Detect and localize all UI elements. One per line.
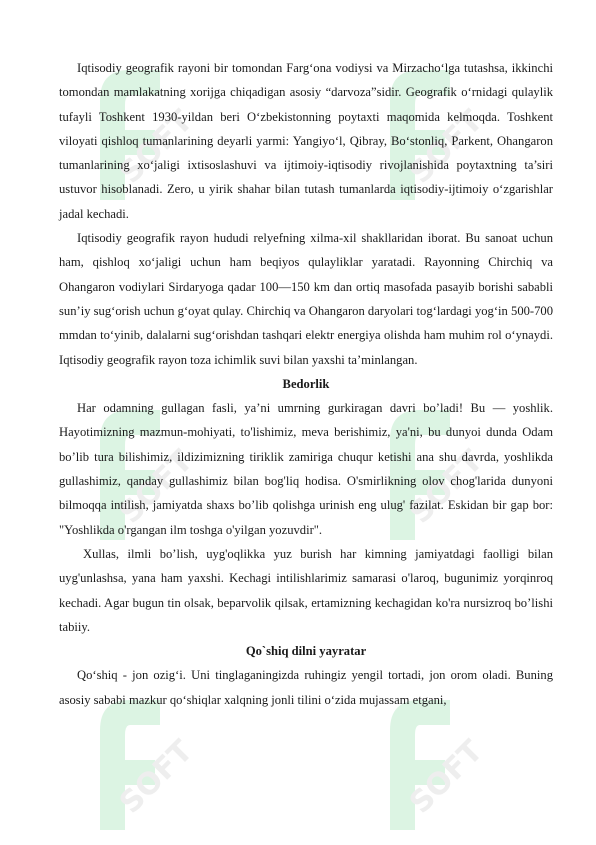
watermark-logo (70, 690, 200, 840)
paragraph: Iqtisodiy geografik rayon hududi relyefning xilma-xil shakllaridan iborat. Bu sanoat uchun ham, qishloq xo‘jaligi uchun ham beqiyos qulayliklar yaratadi. Rayonning Chirchiq va Ohangaron vodiylari Sirdaryoga qadar 100—150 km dan ortiq masofada pasayib borishi sababli sun’iy sug‘orish uchun g‘oyat qulay. Chirchiq va Ohangaron daryolari tog‘lardagi yog‘in 500-700 mmdan to‘yinib, dalalarni sug‘orishdan tashqari elektr energiya olishda ham muhim rol o‘ynaydi. Iqtisodiy geografik rayon toza ichimlik suvi bilan yaxshi ta’minlangan. (59, 231, 553, 367)
svg-text:SOFT: SOFT (402, 733, 490, 821)
paragraph: Qo‘shiq - jon ozig‘i. Uni tinglaganingizda ruhingiz yengil tortadi, jon orom oladi. Buning asosiy sababi mazkur qo‘shiqlar xalqning jonli tilini o‘zida mujassam etgani, (59, 668, 553, 707)
svg-text:SOFT: SOFT (112, 103, 200, 191)
svg-text:SOFT: SOFT (112, 733, 200, 821)
svg-text:SOFT: SOFT (402, 443, 490, 531)
document-page (59, 56, 553, 712)
section-heading: Qo`shiq dilni yayratar (245, 644, 367, 659)
svg-text:SOFT: SOFT (402, 103, 490, 191)
section-heading: Bedorlik (282, 376, 330, 391)
paragraph: Iqtisodiy geografik rayoni bir tomondan Farg‘ona vodiysi va Mirzacho‘lga tutashsa, ikkinchi tomondan mamlakatning xorijga chiqadigan asosiy “darvoza”sidir. Geografik o‘rnidagi qulaylik tufayli Toshkent 1930-yildan beri O‘zbekistonning poytaxti maqomida kelmoqda. Toshkent viloyati qishloq tumanlarining deyarli yarmi: Yangiyo‘l, Qibray, Bo‘stonliq, Parkent, Ohangaron tumanlarining xo‘jaligi ixtisoslashuvi va ijtimoiy-iqtisodiy rivojlanishida poytaxtning ta’siri ustuvor hisoblanadi. Zero, u yirik shahar bilan tutash tumanlarda iqtisodiy-ijtimoiy o‘zgarishlar jadal kechadi. (59, 61, 553, 221)
svg-text:SOFT: SOFT (112, 443, 200, 531)
paragraph: Har odamning gullagan fasli, ya’ni umrning gurkiragan davri bo’ladi! Bu — yoshlik. Hayotimizning mazmun-mohiyati, to'lishimiz, meva berishimiz, ya'ni, bu dunyoi dunda Odam bo’lib tura bilishimiz, ildizimizning tiriklik zamiriga chuqur ketishi ana shu davrda, yoshlikda gullashimiz, qanday gullashimiz bilan bog'liq hodisa. O'smirlikning olov chog'larida dunyoni bilmoqqa intilish, jamiyatda shaxs bo’lib qolishga urinish eng ulug' fazilat. Eskidan bir gap bor: "Yoshlikda o'rgangan ilm toshga o'yilgan yozuvdir". (59, 401, 553, 537)
watermark-logo (360, 690, 490, 840)
paragraph: Xullas, ilmli bo’lish, uyg'oqlikka yuz burish har kimning jamiyatdagi faolligi bilan uyg'unlashsa, yana ham yaxshi. Kechagi intilishlarimiz samarasi o'laroq, bugunimiz yorqinroq kechadi. Agar bugun tin olsak, beparvolik qilsak, ertamizning kechagidan ko'ra nursizroq bo’lishi tabiiy. (59, 546, 553, 634)
